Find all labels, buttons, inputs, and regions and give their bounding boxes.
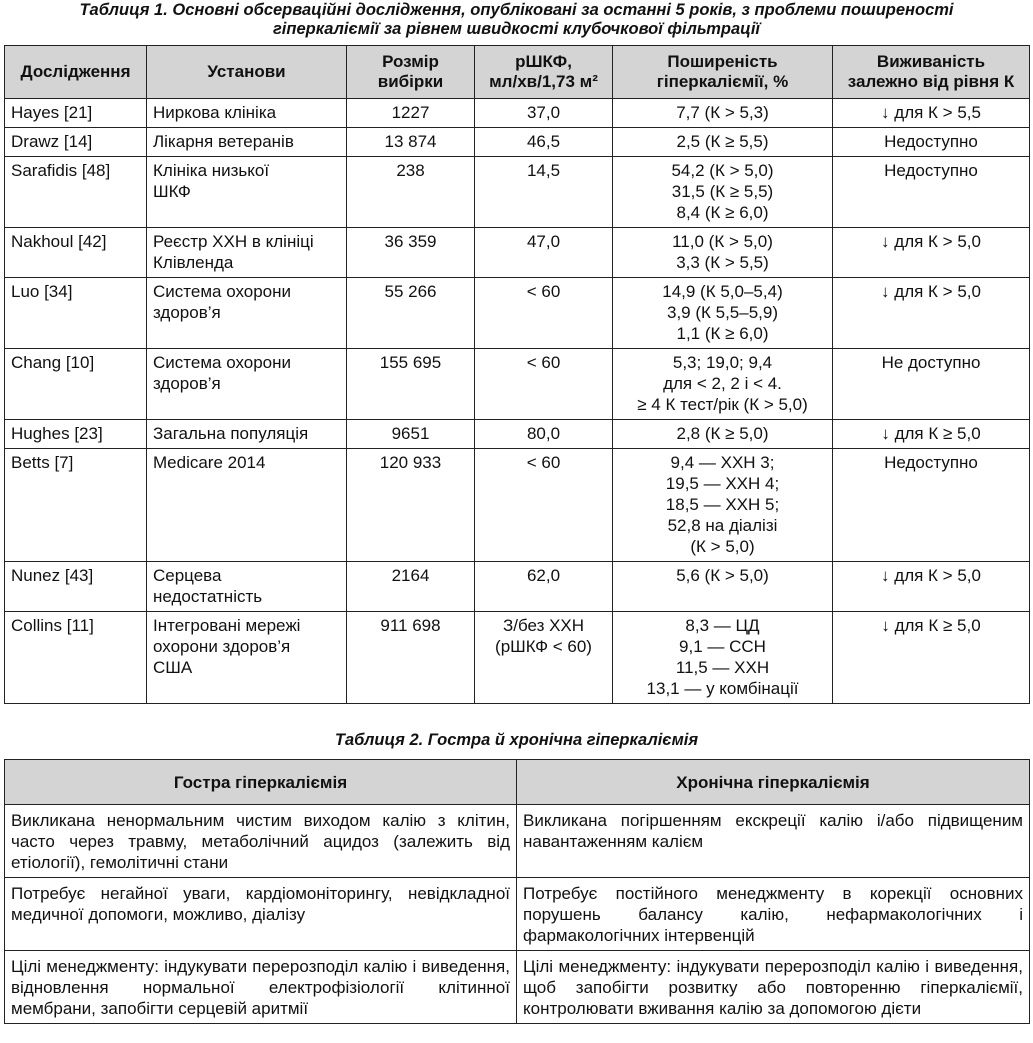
header-study: Дослідження xyxy=(5,46,147,99)
cell-study: Sarafidis [48] xyxy=(5,157,147,228)
table-row xyxy=(5,612,1030,704)
cell-survival: Не доступно xyxy=(833,349,1030,420)
table-row xyxy=(5,449,1030,562)
cell-study: Drawz [14] xyxy=(5,128,147,157)
table2-header-row xyxy=(5,760,1030,805)
cell-prevalence: 5,6 (К > 5,0) xyxy=(613,562,833,612)
cell-chronic: Потребує постійного менеджменту в корекції основних порушень балансу калію, нефармакологічних і фармакологічних інтервенцій xyxy=(517,878,1030,951)
table-row xyxy=(5,228,1030,278)
table1 xyxy=(4,45,1030,704)
cell-sample-size: 1227 xyxy=(347,99,475,128)
table-row xyxy=(5,128,1030,157)
cell-egfr: 37,0 xyxy=(475,99,613,128)
cell-setting: Загальна популяція xyxy=(147,420,347,449)
cell-sample-size: 155 695 xyxy=(347,349,475,420)
cell-survival: Недоступно xyxy=(833,128,1030,157)
cell-survival: ↓ для К > 5,0 xyxy=(833,278,1030,349)
cell-study: Hayes [21] xyxy=(5,99,147,128)
table-row xyxy=(5,951,1030,1024)
cell-sample-size: 55 266 xyxy=(347,278,475,349)
cell-prevalence: 7,7 (К > 5,3) xyxy=(613,99,833,128)
cell-setting: Лікарня ветеранів xyxy=(147,128,347,157)
cell-setting: Medicare 2014 xyxy=(147,449,347,562)
cell-study: Betts [7] xyxy=(5,449,147,562)
cell-study: Hughes [23] xyxy=(5,420,147,449)
cell-egfr: 46,5 xyxy=(475,128,613,157)
table1-caption xyxy=(0,1,1033,39)
cell-prevalence: 8,3 — ЦД 9,1 — ССН 11,5 — ХХН 13,1 — у комбінації xyxy=(613,612,833,704)
cell-sample-size: 120 933 xyxy=(347,449,475,562)
cell-setting: Інтегровані мережі охорони здоров’я США xyxy=(147,612,347,704)
cell-survival: ↓ для К > 5,0 xyxy=(833,228,1030,278)
table-row xyxy=(5,878,1030,951)
cell-sample-size: 238 xyxy=(347,157,475,228)
cell-chronic: Цілі менеджменту: індукувати перерозподіл калію і виведення, щоб запобігти розвитку або повторенню гіперкаліємії, контролювати вживання калію за допомогою дієти xyxy=(517,951,1030,1024)
cell-egfr: < 60 xyxy=(475,449,613,562)
cell-setting: Система охорони здоров’я xyxy=(147,278,347,349)
cell-sample-size: 36 359 xyxy=(347,228,475,278)
table1-header-row xyxy=(5,46,1030,99)
cell-egfr: 80,0 xyxy=(475,420,613,449)
cell-egfr: 47,0 xyxy=(475,228,613,278)
cell-survival: ↓ для К > 5,5 xyxy=(833,99,1030,128)
cell-study: Chang [10] xyxy=(5,349,147,420)
table-row xyxy=(5,420,1030,449)
table1-caption-line2: гіперкаліємії за рівнем швидкості клубочкової фільтрації xyxy=(273,20,760,38)
header-acute: Гостра гіперкаліємія xyxy=(5,760,517,805)
table-row xyxy=(5,349,1030,420)
cell-study: Nunez [43] xyxy=(5,562,147,612)
cell-sample-size: 2164 xyxy=(347,562,475,612)
cell-prevalence: 11,0 (К > 5,0) 3,3 (К > 5,5) xyxy=(613,228,833,278)
table-row xyxy=(5,278,1030,349)
cell-study: Luo [34] xyxy=(5,278,147,349)
cell-chronic: Викликана погіршенням екскреції калію і/або підвищеним навантаженням калієм xyxy=(517,805,1030,878)
table2-caption: Таблиця 2. Гостра й хронічна гіперкаліємія xyxy=(334,731,699,749)
cell-study: Nakhoul [42] xyxy=(5,228,147,278)
header-prevalence: Поширеність гіперкаліємії, % xyxy=(613,46,833,99)
cell-sample-size: 13 874 xyxy=(347,128,475,157)
table-row xyxy=(5,157,1030,228)
cell-egfr: 62,0 xyxy=(475,562,613,612)
table-row xyxy=(5,99,1030,128)
cell-survival: Недоступно xyxy=(833,449,1030,562)
cell-egfr: З/без ХХН (рШКФ < 60) xyxy=(475,612,613,704)
cell-prevalence: 9,4 — ХХН 3; 19,5 — ХХН 4; 18,5 — ХХН 5; 52,8 на діалізі (К > 5,0) xyxy=(613,449,833,562)
table1-caption-line1: Таблиця 1. Основні обсерваційні дослідження, опубліковані за останні 5 років, з проблеми поширеності xyxy=(79,1,954,19)
cell-setting: Клініка низької ШКФ xyxy=(147,157,347,228)
cell-egfr: < 60 xyxy=(475,278,613,349)
cell-acute: Потребує негайної уваги, кардіомоніторингу, невідкладної медичної допомоги, можливо, діалізу xyxy=(5,878,517,951)
table-row xyxy=(5,562,1030,612)
cell-setting: Серцева недостатність xyxy=(147,562,347,612)
cell-survival: Недоступно xyxy=(833,157,1030,228)
header-setting: Установи xyxy=(147,46,347,99)
header-sample-size: Розмір вибірки xyxy=(347,46,475,99)
table2 xyxy=(4,759,1030,1024)
cell-survival: ↓ для К > 5,0 xyxy=(833,562,1030,612)
header-survival: Виживаність залежно від рівня К xyxy=(833,46,1030,99)
table-row xyxy=(5,805,1030,878)
cell-study: Collins [11] xyxy=(5,612,147,704)
cell-sample-size: 911 698 xyxy=(347,612,475,704)
cell-prevalence: 5,3; 19,0; 9,4 для < 2, 2 і < 4. ≥ 4 К тест/рік (К > 5,0) xyxy=(613,349,833,420)
cell-egfr: 14,5 xyxy=(475,157,613,228)
cell-acute: Викликана ненормальним чистим виходом калію з клітин, часто через травму, метаболічний ацидоз (залежить від етіології), гемолітичні стани xyxy=(5,805,517,878)
cell-prevalence: 54,2 (К > 5,0) 31,5 (К ≥ 5,5) 8,4 (К ≥ 6,0) xyxy=(613,157,833,228)
cell-survival: ↓ для К ≥ 5,0 xyxy=(833,420,1030,449)
cell-survival: ↓ для К ≥ 5,0 xyxy=(833,612,1030,704)
cell-prevalence: 14,9 (К 5,0–5,4) 3,9 (К 5,5–5,9) 1,1 (К ≥ 6,0) xyxy=(613,278,833,349)
cell-setting: Система охорони здоров’я xyxy=(147,349,347,420)
cell-acute: Цілі менеджменту: індукувати перерозподіл калію і виведення, відновлення нормальної електрофізіології клітинної мембрани, запобігти серцевій аритмії xyxy=(5,951,517,1024)
cell-egfr: < 60 xyxy=(475,349,613,420)
cell-sample-size: 9651 xyxy=(347,420,475,449)
cell-setting: Ниркова клініка xyxy=(147,99,347,128)
cell-prevalence: 2,5 (К ≥ 5,5) xyxy=(613,128,833,157)
cell-prevalence: 2,8 (К ≥ 5,0) xyxy=(613,420,833,449)
header-egfr: рШКФ, мл/хв/1,73 м² xyxy=(475,46,613,99)
cell-setting: Реєстр ХХН в клініці Клівленда xyxy=(147,228,347,278)
header-chronic: Хронічна гіперкаліємія xyxy=(517,760,1030,805)
